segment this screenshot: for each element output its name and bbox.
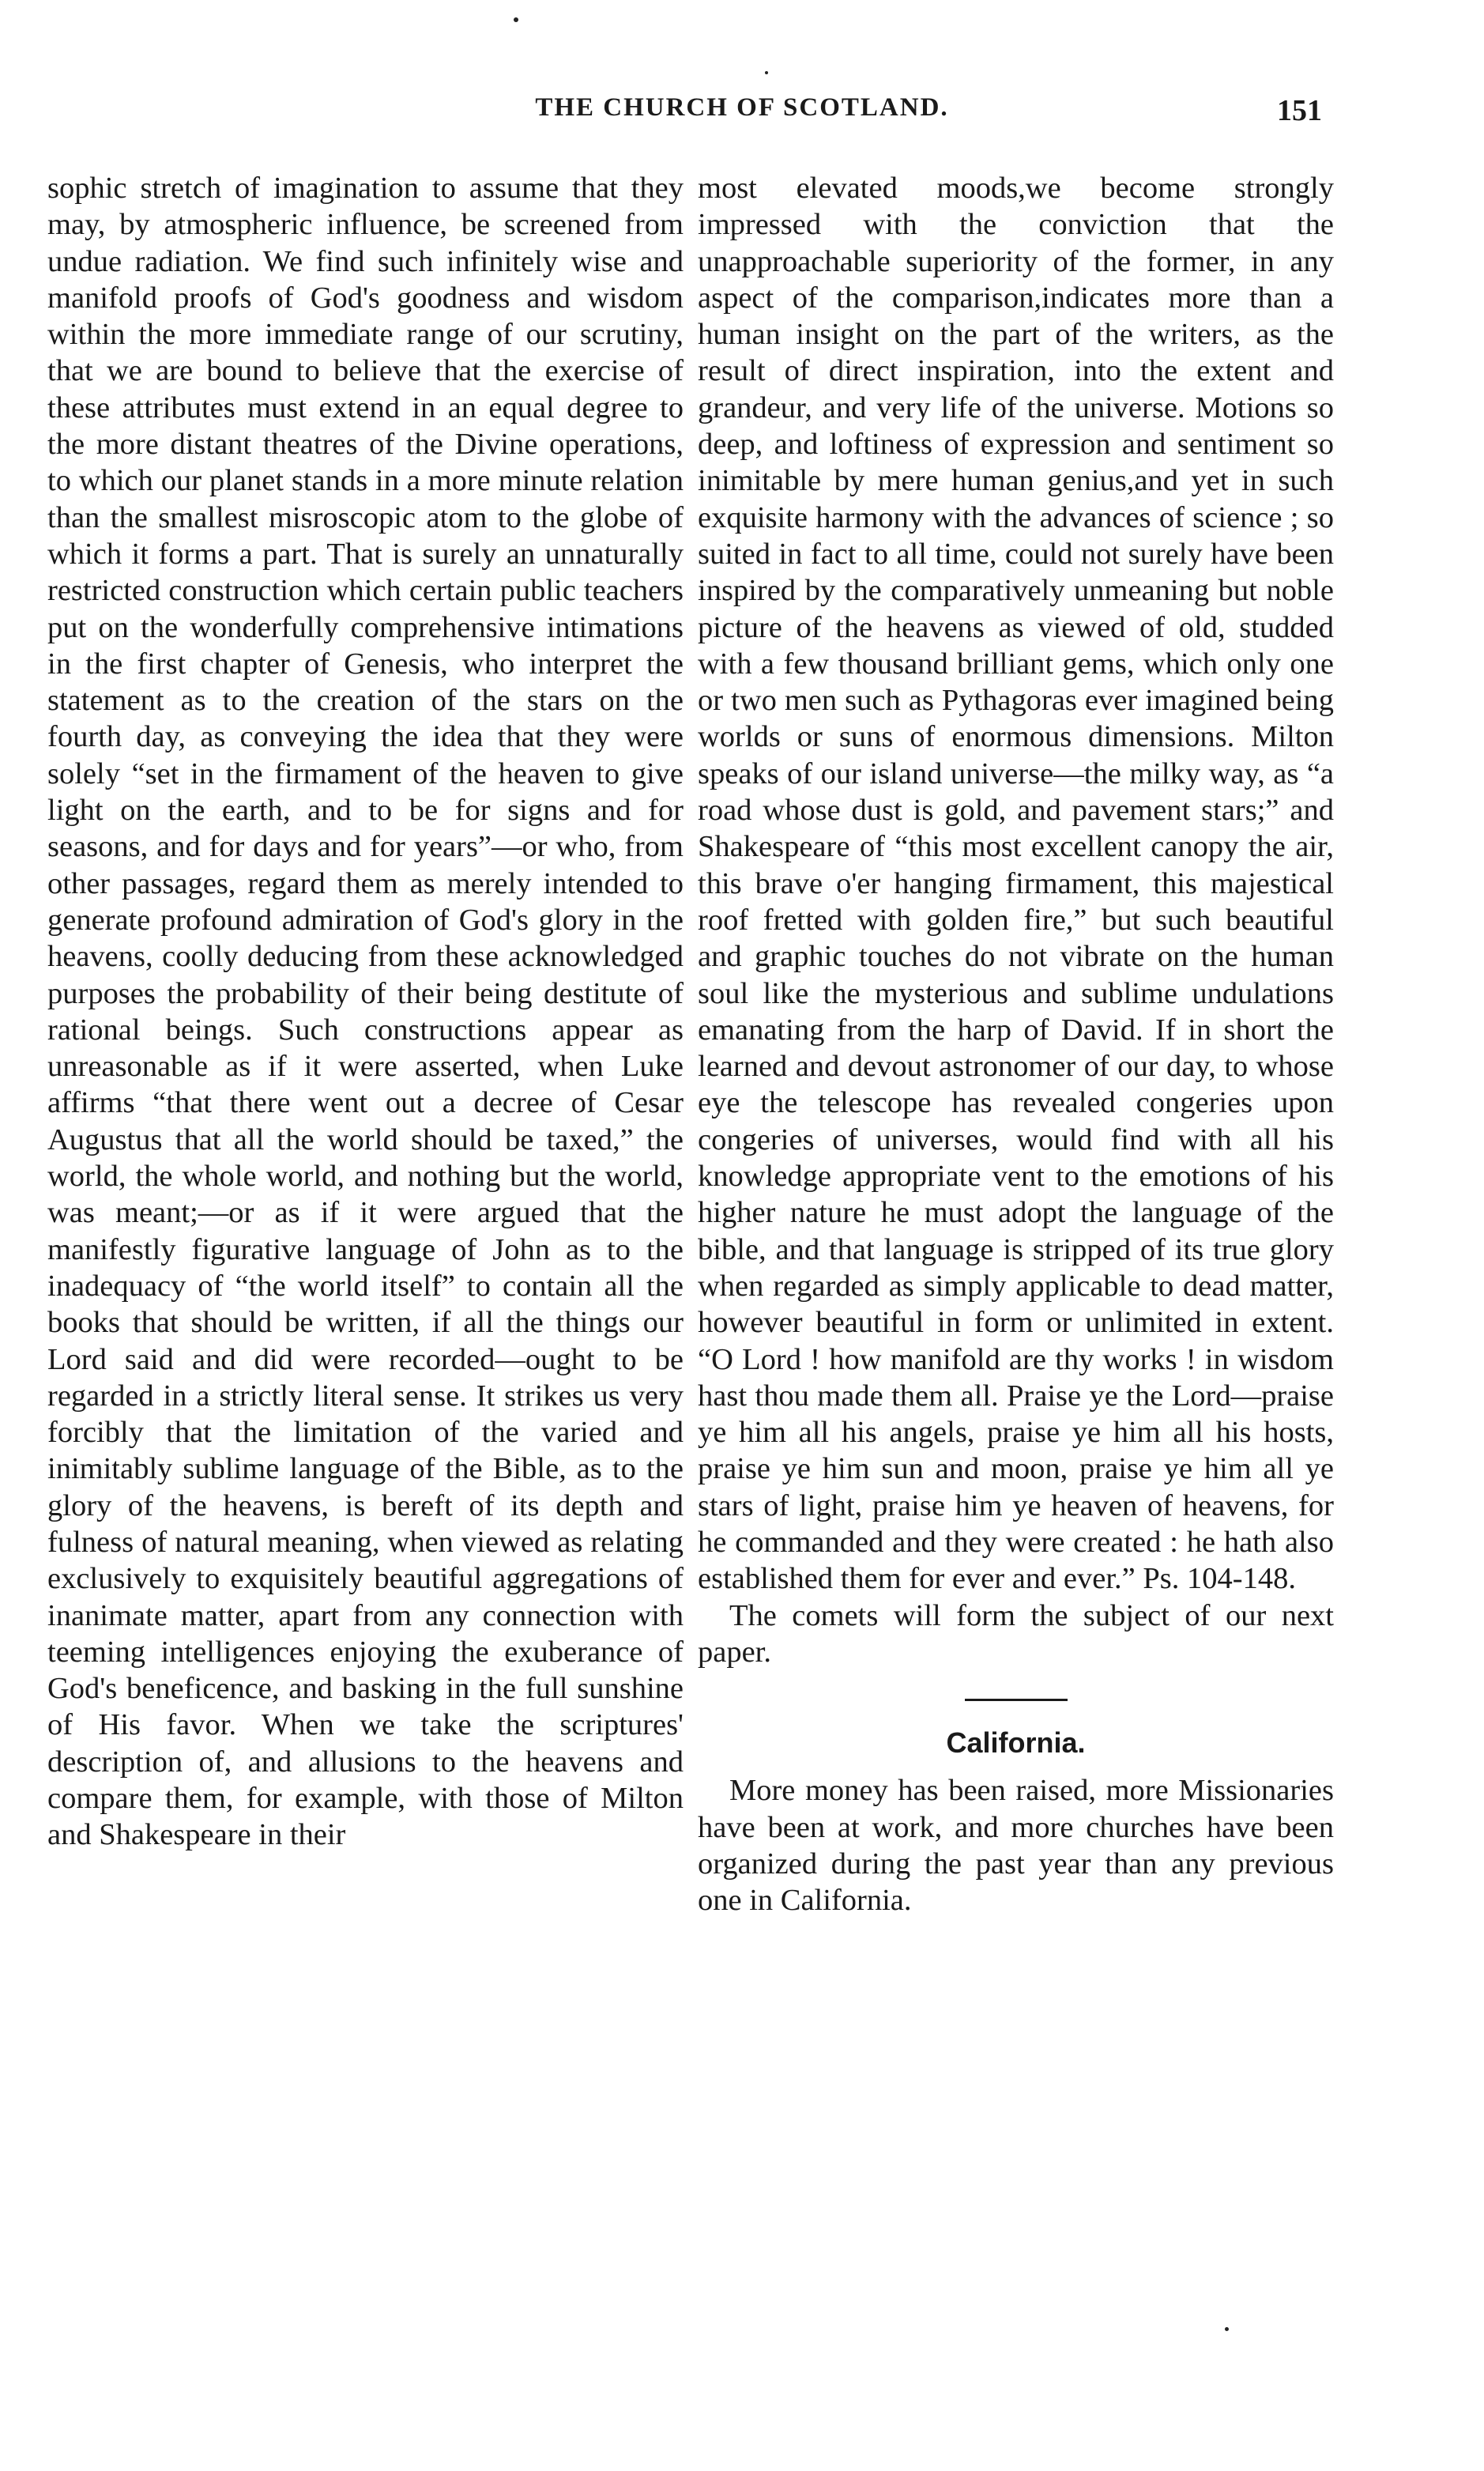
body-paragraph: The comets will form the subject of our next paper.	[698, 1598, 1334, 1669]
running-head	[0, 93, 1484, 141]
body-paragraph: most elevated moods,we become strongly impressed with the conviction that the unapproachable superiority of the former, in any aspect of the comparison,indicates more than a human insight on the part of the writers, as the result of direct inspiration, into the extent and grandeur, and very life of the universe. Motions so deep, and loftiness of expression and sentiment so inimitable by mere human genius,and yet in such exquisite harmony with the advances of science ; so suited in fact to all time, could not surely have been inspired by the comparatively unmeaning but noble picture of the heavens as viewed of old, studded with a few thousand brilliant gems, which only one or two men such as Pythagoras ever imagined being worlds or suns of enormous dimensions. Milton speaks of our island universe—the milky way, as “a road whose dust is gold, and pavement stars;” and Shakespeare of “this most excellent canopy the air, this brave o'er hanging firmament, this majestical roof fretted with golden fire,” but such beautiful and graphic touches do not vibrate on the human soul like the mysterious and sublime undulations emanating from the harp of David. If in short the learned and devout astronomer of our day, to whose eye the telescope has revealed congeries upon congeries of universes, would find with all his knowledge appropriate vent to the emotions of his higher nature he must adopt the language of the bible, and that language is stripped of its true glory when regarded as simply applicable to dead matter, however beautiful in form or unlimited in extent. “O Lord ! how manifold are thy works ! in wisdom hast thou made them all. Praise ye the Lord—praise ye him all his angels, praise ye him all his hosts, praise ye him sun and moon, praise ye him all ye stars of light, praise him ye heaven of heavens, for he commanded and they were created : he hath also established them for ever and ever.” Ps. 104-148.	[698, 172, 1334, 1596]
right-column	[698, 170, 1334, 1919]
page-number: 151	[1277, 94, 1322, 127]
print-speck	[1225, 2327, 1229, 2331]
body-paragraph: sophic stretch of imagination to assume that they may, by atmospheric influence, be screened from undue radiation. We find such infinitely wise and manifold proofs of God's goodness and wisdom within the more immediate range of our scrutiny, that we are bound to believe that the exercise of these attributes must extend in an equal degree to the more distant theatres of the Divine operations, to which our planet stands in a more minute relation than the smallest misroscopic atom to the globe of which it forms a part. That is surely an unnaturally restricted construction which certain public teachers put on the wonderfully comprehensive intimations in the first chapter of Genesis, who interpret the statement as to the creation of the stars on the fourth day, as conveying the idea that they were solely “set in the firmament of the heaven to give light on the earth, and to be for signs and for seasons, and for days and for years”—or who, from other passages, regard them as merely intended to generate profound admiration of God's glory in the heavens, coolly deducing from these acknowledged purposes the probability of their being destitute of rational beings. Such constructions appear as unreasonable as if it were asserted, when Luke affirms “that there went out a decree of Cesar Augustus that all the world should be taxed,” the world, the whole world, and nothing but the world, was meant;—or as if it were argued that the manifestly figurative language of John as to the inadequacy of “the world itself” to contain all the books that should be written, if all the things our Lord said and did were recorded—ought to be regarded in a strictly literal sense. It strikes us very forcibly that the limitation of the varied and inimitably sublime language of the Bible, as to the glory of the heavens, is bereft of its depth and fulness of natural meaning, when viewed as relating exclusively to exquisitely beautiful aggregations of inanimate matter, apart from any connection with teeming intelligences enjoying the exuberance of God's beneficence, and basking in the full sunshine of His favor. When we take the scriptures' description of, and allusions to the heavens and compare them, for example, with those of Milton and Shakespeare in their	[47, 172, 684, 1852]
print-speck	[765, 71, 768, 74]
print-speck	[514, 17, 518, 22]
section-divider	[965, 1699, 1068, 1701]
body-paragraph: More money has been raised, more Missionaries have been at work, and more churches have been organized during the past year than any previous one in California.	[698, 1774, 1334, 1918]
left-column	[47, 170, 684, 1854]
running-title: THE CHURCH OF SCOTLAND.	[535, 93, 949, 122]
section-heading: California.	[946, 1726, 1086, 1760]
